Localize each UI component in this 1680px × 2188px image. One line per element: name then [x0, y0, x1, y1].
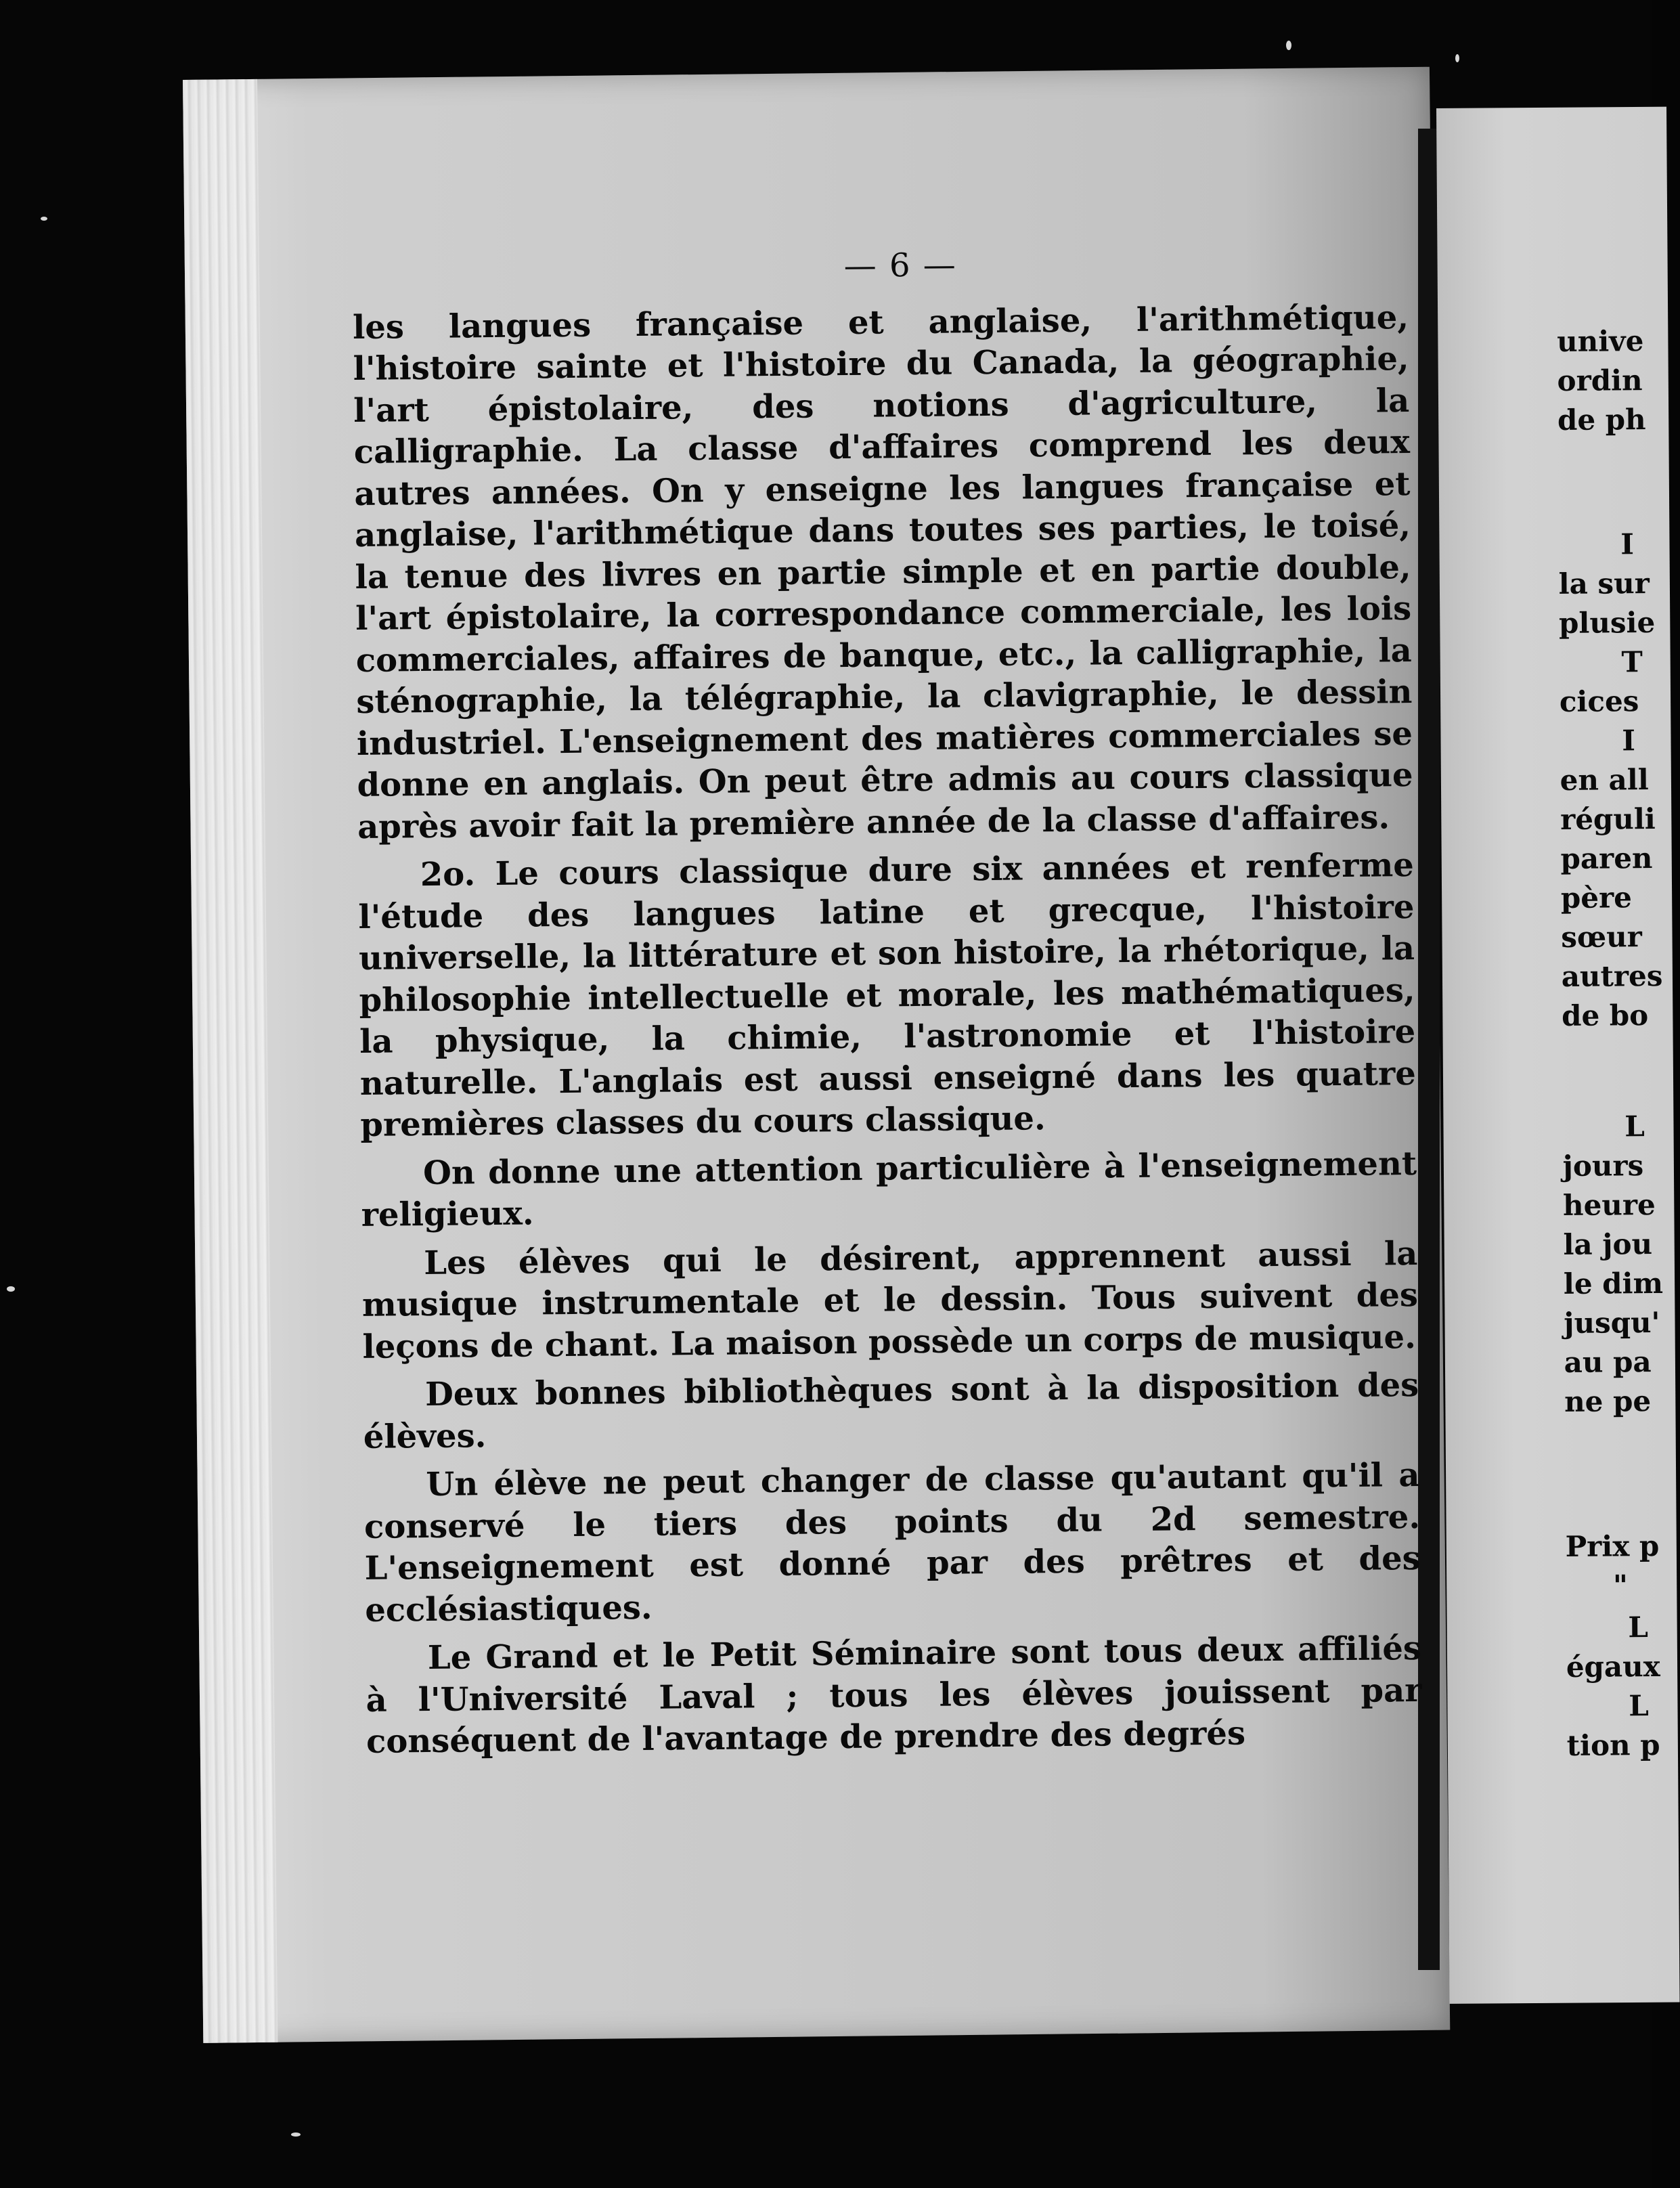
left-page-text — [352, 240, 1422, 1770]
scan-speck — [1286, 41, 1291, 50]
paragraph: Un élève ne peut changer de classe qu'autant qu'il a conservé le tiers des points du 2d semestre. L'enseignement est donné par des prêtres et des ecclésiastiques. — [363, 1456, 1421, 1629]
paragraph: 2o. Le cours classique dure six années et renferme l'étude des langues latine et grecque, l'histoire universelle, la littérature et son histoire, la rhétorique, la philosophie intellectuelle et morale, les mathématiques, la physique, la chimie, l'astronomie et l'histoire naturelle. L'anglais est aussi enseigné dans les quatre premières classes du cours classique. — [358, 846, 1417, 1144]
right-line: Prix p — [1565, 1529, 1660, 1563]
right-line: L — [1629, 1689, 1649, 1723]
right-line: L — [1628, 1611, 1649, 1644]
right-line: T — [1621, 645, 1643, 679]
paragraph: On donne une attention particulière à l'enseignement religieux. — [361, 1144, 1417, 1234]
right-line: réguli — [1560, 802, 1656, 836]
right-line: sœur — [1561, 920, 1642, 954]
page-number: — 6 — — [843, 246, 958, 286]
right-line: le dim — [1563, 1266, 1664, 1300]
right-line: jusqu' — [1564, 1305, 1660, 1340]
right-line: ne pe — [1564, 1384, 1652, 1418]
right-line: " — [1612, 1569, 1629, 1602]
right-line: ordin — [1557, 364, 1643, 397]
paragraph: les langues française et anglaise, l'arithmétique, l'histoire sainte et l'histoire du Canada, la géographie, l'art épistolaire, des notions d'agriculture, la calligraphie. La classe d'affaires comprend les deux autres années. On y enseigne les langues française et anglaise, l'arithmétique dans toutes ses parties, le toisé, la tenue des livres en partie simple et en partie double, l'art épistolaire, la correspondance commerciale, les lois commerciales, affaires de banque, etc., la calligraphie, la sténographie, la télégraphie, la clavigraphie, le dessin industriel. L'enseignement des matières commerciales se donne en anglais. On peut être admis au cours classique après avoir fait la première année de la classe d'affaires. — [352, 298, 1413, 846]
right-line: unive — [1557, 324, 1644, 358]
right-line: père — [1560, 881, 1633, 915]
right-line: I — [1620, 527, 1635, 561]
right-line: tion p — [1566, 1728, 1660, 1762]
scan-speck — [41, 217, 47, 221]
scan-speck — [7, 1286, 15, 1292]
right-line: paren — [1560, 841, 1653, 875]
right-line: égaux — [1566, 1649, 1660, 1684]
right-line: I — [1622, 724, 1636, 758]
right-line: jours — [1562, 1149, 1644, 1183]
right-line: la jou — [1563, 1227, 1653, 1261]
right-line: de bo — [1561, 999, 1649, 1032]
right-line: en all — [1560, 763, 1649, 797]
right-line: L — [1624, 1110, 1645, 1143]
right-line: heure — [1562, 1188, 1656, 1222]
scan-speck — [291, 2132, 301, 2137]
right-line: la sur — [1558, 567, 1650, 600]
paragraph: Deux bonnes bibliothèques sont à la disposition des élèves. — [363, 1365, 1419, 1456]
scan-speck — [1455, 54, 1459, 62]
right-line: au pa — [1564, 1345, 1652, 1379]
right-line: cices — [1559, 684, 1639, 718]
right-line: de ph — [1557, 403, 1646, 437]
right-line: plusie — [1558, 605, 1656, 640]
paragraph: Les élèves qui le désirent, apprennent aussi la musique instrumentale et le dessin. Tous suivent des leçons de chant. La maison possède un corps de musique. — [361, 1234, 1419, 1366]
page-edges — [183, 79, 278, 2043]
paragraph: Le Grand et le Petit Séminaire sont tous deux affiliés à l'Université Laval ; tous les élèves jouissent par conséquent de l'avantage de prendre des degrés — [366, 1629, 1422, 1761]
right-line: autres — [1561, 959, 1663, 993]
